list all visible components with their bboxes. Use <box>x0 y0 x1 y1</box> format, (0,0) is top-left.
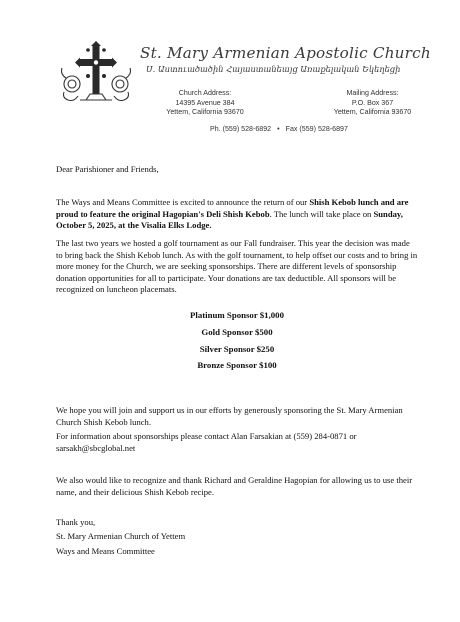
paragraph-fundraiser: The last two years we hosted a golf tournament as our Fall fundraiser. This year the decision was made to bring back the Shish Kebob lunch. As with the golf tournament, to help offset our costs and to bring in more money for the Church, we are seeking sponsorships. There are different levels of sponsorship donation opportunities for all to participate. Your donations are tax deductible. All sponsors will be recognized on luncheon placemats. <box>56 238 418 295</box>
paragraph-announcement <box>56 197 418 232</box>
mailing-address-street: P.O. Box 367 <box>351 98 394 107</box>
separator-dot: • <box>277 125 280 133</box>
paragraph-contact: For information about sponsorships please contact Alan Farsakian at (559) 284-0871 or sarsakh@sbcglobal.net <box>56 431 357 453</box>
announcement-text-2: . The lunch will take place on <box>269 208 374 219</box>
church-cross-logo-icon <box>58 40 134 106</box>
sponsor-levels-list <box>56 307 418 374</box>
sponsor-level-bronze: Bronze Sponsor $100 <box>197 360 277 371</box>
mailing-address-city: Yettem, California 93670 <box>333 108 412 117</box>
church-address <box>160 89 250 118</box>
sponsor-level-silver: Silver Sponsor $250 <box>199 343 275 354</box>
sponsor-level-gold: Gold Sponsor $500 <box>201 326 273 337</box>
announcement-bold-1: Shish Kebob lunch and are proud to feature the original Hagopian's Deli Shish Kebob <box>56 197 409 219</box>
closing: Thank you, <box>56 517 96 527</box>
mailing-address-label: Mailing Address: <box>346 89 399 97</box>
signature-church: St. Mary Armenian Church of Yettem <box>56 531 186 541</box>
announcement-bold-2: Sunday, October 5, 2025, at the Visalia Elks Lodge. <box>56 208 403 231</box>
church-address-label: Church Address: <box>178 89 232 97</box>
salutation: Dear Parishioner and Friends, <box>56 164 159 174</box>
church-name-armenian: Ս. Աստուածածին Հայաստանեայց Առաքելական Եկեղեցի <box>146 64 401 74</box>
fax-number: Fax (559) 528-6897 <box>285 125 348 133</box>
signature-committee: Ways and Means Committee <box>56 546 155 556</box>
phone-fax-line <box>210 125 410 133</box>
paragraph-support: We hope you will join and support us in our efforts by generously sponsoring the St. Mary Armenian Church Shish Kebob lunch. <box>56 405 403 427</box>
mailing-address <box>325 89 420 118</box>
church-name: St. Mary Armenian Apostolic Church <box>140 44 431 62</box>
church-address-street: 14395 Avenue 384 <box>175 98 235 107</box>
church-address-city: Yettem, California 93670 <box>166 108 244 117</box>
announcement-text-1: The Ways and Means Committee is excited to announce the return of our <box>56 197 310 207</box>
paragraph-thanks: We also would like to recognize and thank Richard and Geraldine Hagopian for allowing us to use their name, and their delicious Shish Kebob recipe. <box>56 475 413 497</box>
phone-number: Ph. (559) 528-6892 <box>210 125 272 133</box>
sponsor-level-platinum: Platinum Sponsor $1,000 <box>190 310 284 320</box>
